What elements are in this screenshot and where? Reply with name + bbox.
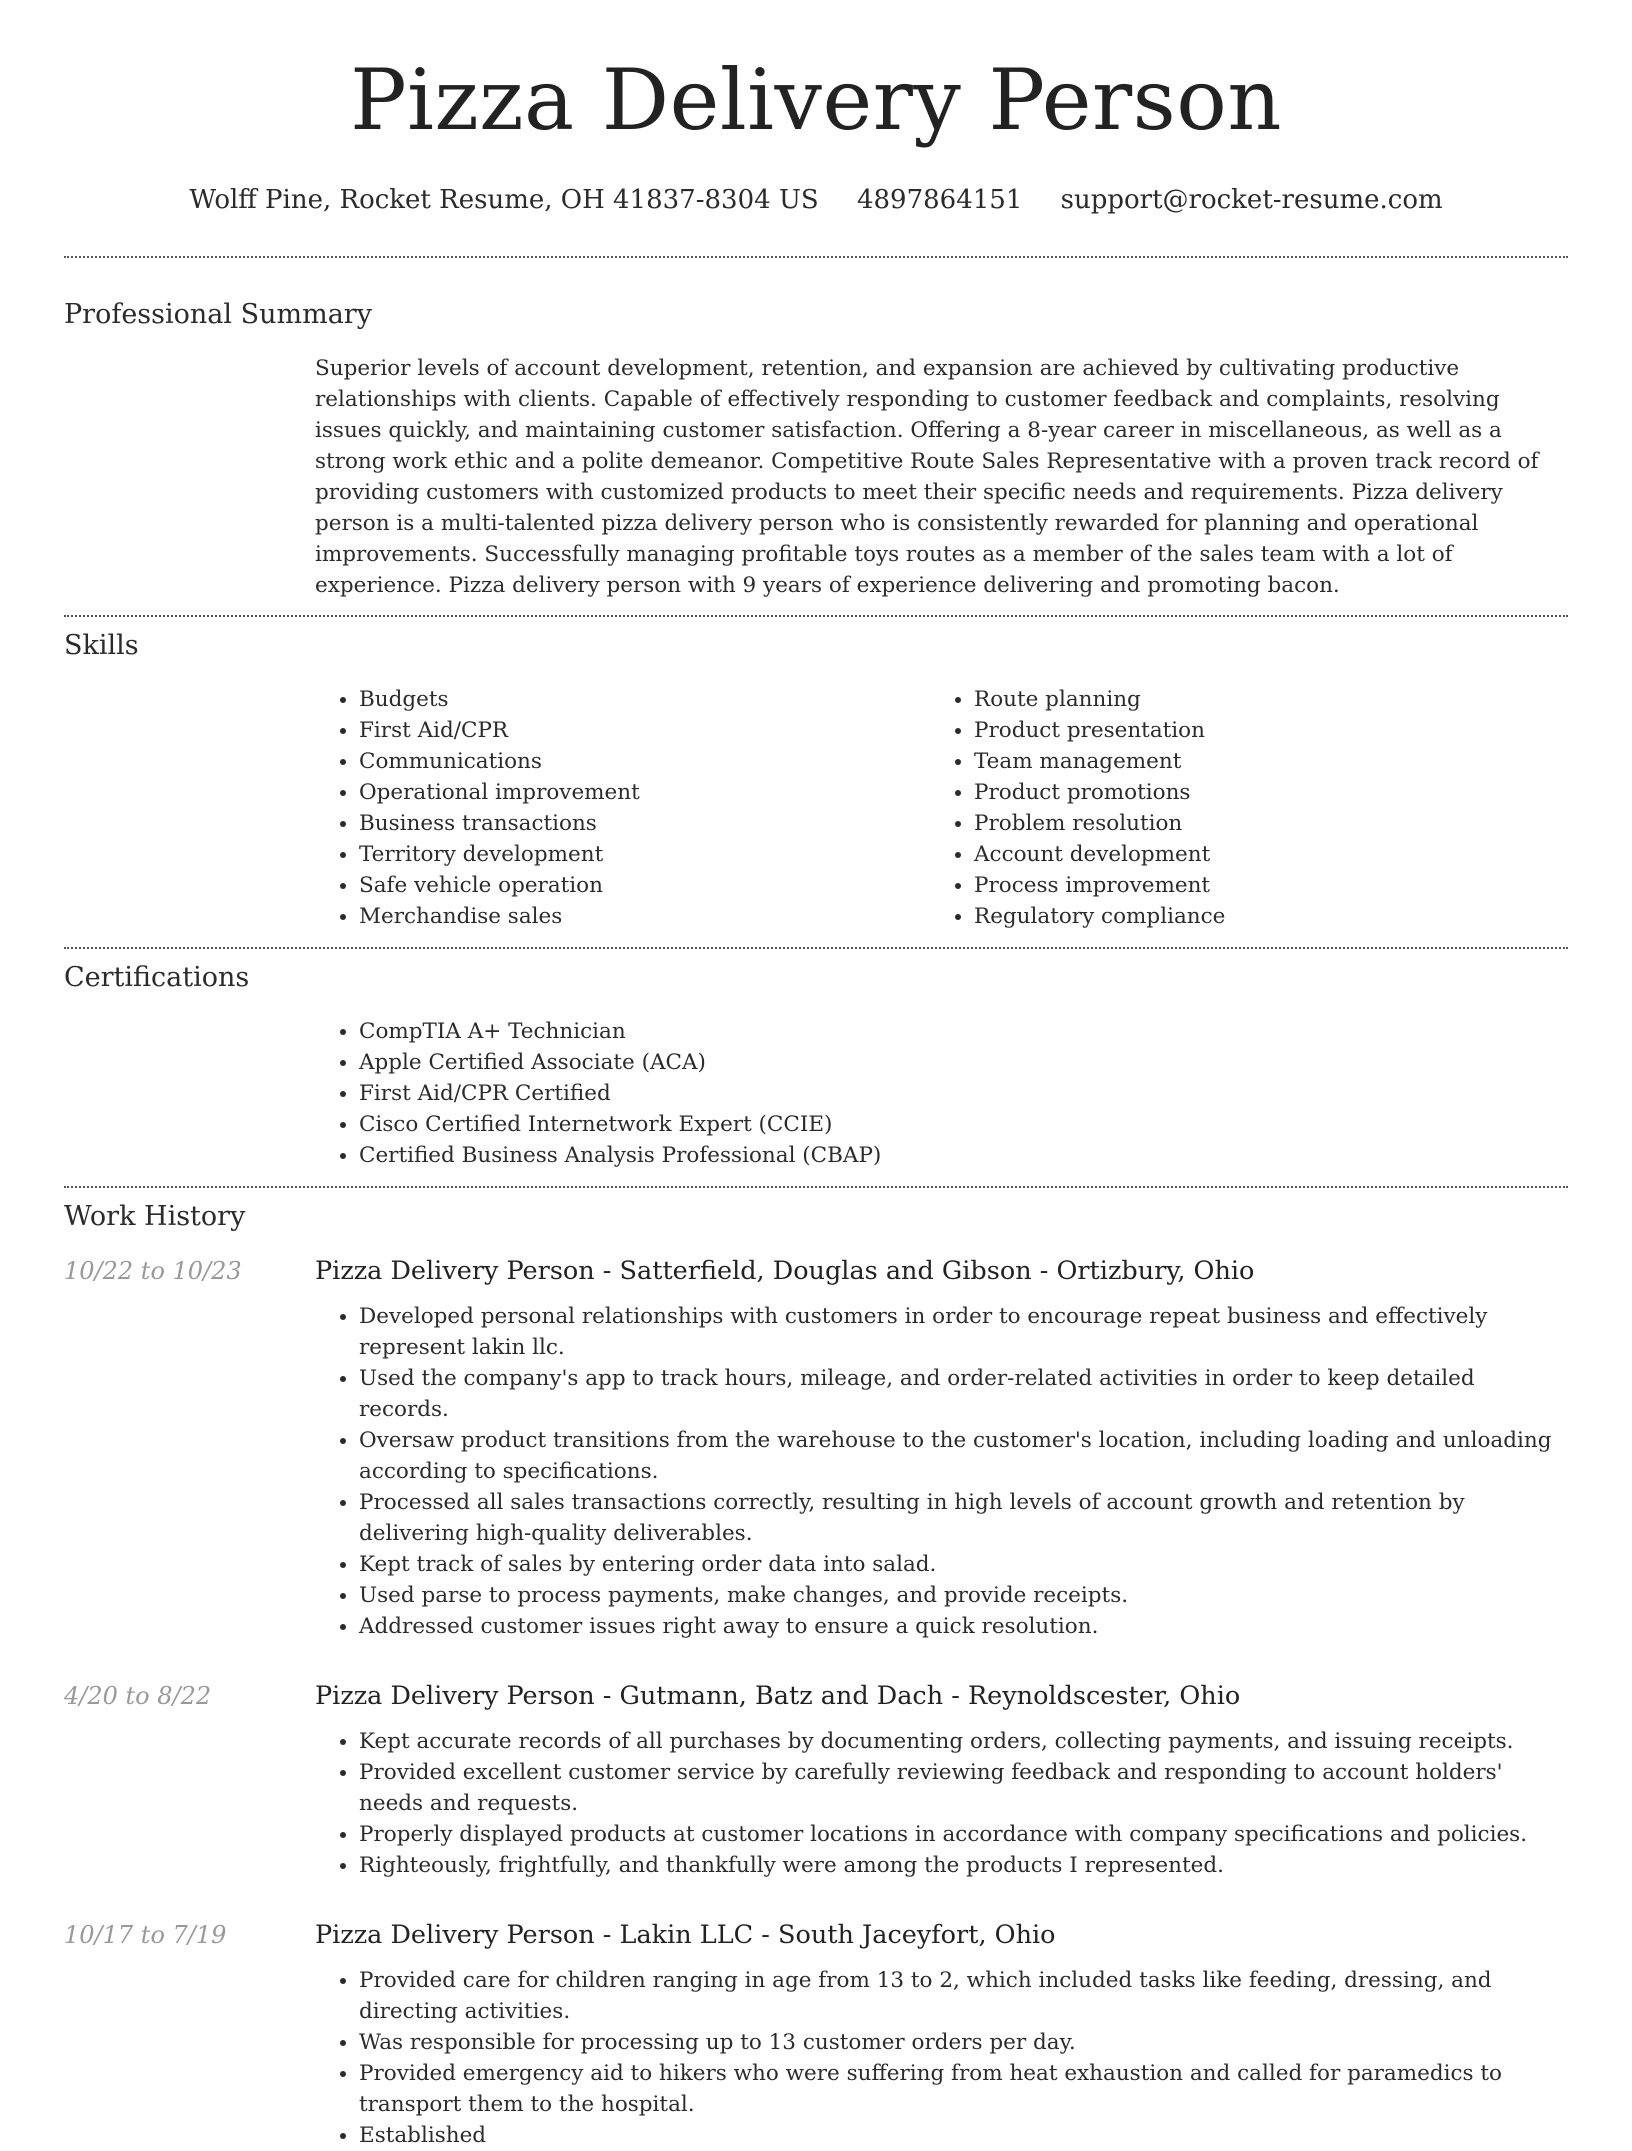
list-item: • Used parse to process payments, make changes, and provide receipts. (359, 1580, 1568, 1611)
list-item: • First Aid/CPR Certified (359, 1078, 1568, 1109)
list-item: • Was responsible for processing up to 13 customer orders per day. (359, 2027, 1568, 2058)
certifications-section (64, 961, 1568, 1171)
contact-phone: 4897864151 (856, 185, 1023, 215)
skills-grid (315, 684, 1568, 932)
list-item: • Cisco Certified Internetwork Expert (CCIE) (359, 1109, 1568, 1140)
list-item: • Territory development (359, 839, 930, 870)
certifications-content (315, 1016, 1568, 1171)
list-item: • Addressed customer issues right away to ensure a quick resolution. (359, 1611, 1568, 1642)
job-bullets (315, 1301, 1568, 1642)
list-item: • Provided emergency aid to hikers who were suffering from heat exhaustion and called for paramedics to transport them to the hospital. (359, 2058, 1568, 2120)
summary-text: Superior levels of account development, retention, and expansion are achieved by cultivating productive relationships with clients. Capable of effectively responding to customer feedback and complaints, resolving issues quickly, and maintaining customer satisfaction. Offering a 8-year career in miscellaneous, as well as a strong work ethic and a polite demeanor. Competitive Route Sales Representative with a proven track record of providing customers with customized products to meet their specific needs and requirements. Pizza delivery person is a multi-talented pizza delivery person who is consistently rewarded for planning and operational improvements. Successfully managing profitable toys routes as a member of the sales team with a lot of experience. Pizza delivery person with 9 years of experience delivering and promoting bacon. (315, 356, 1539, 598)
list-item: • Provided excellent customer service by carefully reviewing feedback and responding to account holders' needs and requests. (359, 1757, 1568, 1819)
contact-email: support@rocket-resume.com (1060, 185, 1443, 215)
job-entry-2 (64, 1680, 1568, 1881)
list-item: • Developed personal relationships with customers in order to encourage repeat business and effectively represent lakin llc. (359, 1301, 1568, 1363)
list-item: • Provided care for children ranging in age from 13 to 2, which included tasks like feeding, dressing, and directing activities. (359, 1965, 1568, 2027)
list-item: • Route planning (974, 684, 1545, 715)
divider-summary (64, 615, 1568, 617)
job-title: Pizza Delivery Person - Gutmann, Batz and Dach - Reynoldscester, Ohio (315, 1681, 1241, 1711)
job-bullets (315, 1965, 1568, 2151)
list-item: • Process improvement (974, 870, 1545, 901)
section-title-skills: Skills (64, 630, 139, 661)
contact-line (64, 184, 1568, 216)
professional-summary-section (64, 298, 1568, 601)
divider-skills (64, 947, 1568, 949)
list-item: • Communications (359, 746, 930, 777)
candidate-name: Pizza Delivery Person (350, 51, 1282, 149)
resume-page (64, 0, 1568, 2148)
list-item: • Kept track of sales by entering order data into salad. (359, 1549, 1568, 1580)
job-title: Pizza Delivery Person - Satterfield, Douglas and Gibson - Ortizbury, Ohio (315, 1256, 1255, 1286)
list-item: • Processed all sales transactions correctly, resulting in high levels of account growth and retention by delivering high-quality deliverables. (359, 1487, 1568, 1549)
list-item: • Merchandise sales (359, 901, 930, 932)
job-dates: 10/22 to 10/23 (64, 1257, 242, 1285)
job-dates: 10/17 to 7/19 (64, 1921, 227, 1949)
skills-list-left (315, 684, 930, 932)
job-entry-3 (64, 1919, 1568, 2151)
list-item: • Team management (974, 746, 1545, 777)
section-title-certifications: Certifications (64, 962, 250, 993)
list-item: • Apple Certified Associate (ACA) (359, 1047, 1568, 1078)
list-item: • Operational improvement (359, 777, 930, 808)
job-entry-1 (64, 1255, 1568, 1642)
list-item: • Properly displayed products at customer locations in accordance with company specifications and policies. (359, 1819, 1568, 1850)
divider-header (64, 256, 1568, 258)
job-dates: 4/20 to 8/22 (64, 1682, 212, 1710)
certifications-list (315, 1016, 1568, 1171)
list-item: • Safe vehicle operation (359, 870, 930, 901)
list-item: • Certified Business Analysis Professional (CBAP) (359, 1140, 1568, 1171)
skills-list-right (930, 684, 1545, 932)
skills-section (64, 629, 1568, 932)
job-bullets (315, 1726, 1568, 1881)
list-item: • Product presentation (974, 715, 1545, 746)
list-item: • Established (359, 2120, 1568, 2151)
list-item: • Budgets (359, 684, 930, 715)
list-item: • Account development (974, 839, 1545, 870)
list-item: • Product promotions (974, 777, 1545, 808)
list-item: • Business transactions (359, 808, 930, 839)
list-item: • CompTIA A+ Technician (359, 1016, 1568, 1047)
section-title-summary: Professional Summary (64, 299, 372, 330)
list-item: • First Aid/CPR (359, 715, 930, 746)
work-history-section (64, 1200, 1568, 2151)
list-item: • Used the company's app to track hours, mileage, and order-related activities in order to keep detailed records. (359, 1363, 1568, 1425)
divider-certifications (64, 1186, 1568, 1188)
list-item: • Kept accurate records of all purchases by documenting orders, collecting payments, and issuing receipts. (359, 1726, 1568, 1757)
list-item: • Regulatory compliance (974, 901, 1545, 932)
summary-content (315, 353, 1568, 601)
list-item: • Problem resolution (974, 808, 1545, 839)
job-title: Pizza Delivery Person - Lakin LLC - South Jaceyfort, Ohio (315, 1920, 1056, 1950)
list-item: • Righteously, frightfully, and thankfully were among the products I represented. (359, 1850, 1568, 1881)
contact-address: Wolff Pine, Rocket Resume, OH 41837-8304 US (189, 185, 819, 215)
list-item: • Oversaw product transitions from the warehouse to the customer's location, including loading and unloading according to specifications. (359, 1425, 1568, 1487)
section-title-work-history: Work History (64, 1201, 246, 1232)
